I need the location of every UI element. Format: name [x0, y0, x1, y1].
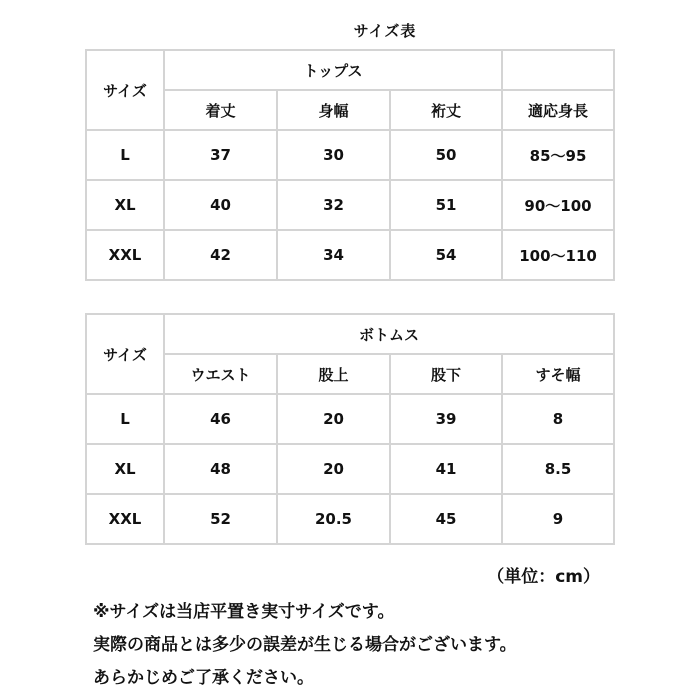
- size-cell: XL: [86, 180, 164, 230]
- note-line: ※サイズは当店平置き実寸サイズです。: [93, 602, 395, 622]
- value-cell: 37: [164, 130, 277, 180]
- bottoms-group-header: ボトムス: [164, 314, 614, 354]
- note-line: 実際の商品とは多少の誤差が生じる場合がございます。: [93, 635, 517, 655]
- size-cell: XL: [86, 444, 164, 494]
- column-header: 身幅: [277, 90, 390, 130]
- value-cell: 41: [390, 444, 502, 494]
- size-header: サイズ: [86, 314, 164, 394]
- value-cell: 20.5: [277, 494, 390, 544]
- note-line: あらかじめご了承ください。: [93, 668, 314, 688]
- value-cell: 8.5: [502, 444, 614, 494]
- unit-label: （単位：cm）: [487, 567, 600, 587]
- value-cell: 52: [164, 494, 277, 544]
- value-cell: 50: [390, 130, 502, 180]
- column-header: すそ幅: [502, 354, 614, 394]
- value-cell: 9: [502, 494, 614, 544]
- table-row: [86, 444, 614, 494]
- column-header: 適応身長: [502, 90, 614, 130]
- size-header: サイズ: [86, 50, 164, 130]
- value-cell: 40: [164, 180, 277, 230]
- value-cell: 32: [277, 180, 390, 230]
- tops-size-table: [85, 49, 615, 281]
- table-row: [86, 180, 614, 230]
- size-cell: L: [86, 394, 164, 444]
- empty-header-cell: [502, 50, 614, 90]
- value-cell: 30: [277, 130, 390, 180]
- table-row: [86, 494, 614, 544]
- size-cell: XXL: [86, 494, 164, 544]
- value-cell: 34: [277, 230, 390, 280]
- value-cell: 54: [390, 230, 502, 280]
- column-header: 裄丈: [390, 90, 502, 130]
- value-cell: 46: [164, 394, 277, 444]
- value-cell: 48: [164, 444, 277, 494]
- value-cell: 45: [390, 494, 502, 544]
- value-cell: 8: [502, 394, 614, 444]
- value-cell: 51: [390, 180, 502, 230]
- tops-group-header: トップス: [164, 50, 502, 90]
- column-header: ウエスト: [164, 354, 277, 394]
- table-row: [86, 230, 614, 280]
- column-header: 股上: [277, 354, 390, 394]
- value-cell: 20: [277, 444, 390, 494]
- value-cell: 85～95: [502, 130, 614, 180]
- value-cell: 42: [164, 230, 277, 280]
- column-header: 着丈: [164, 90, 277, 130]
- size-cell: L: [86, 130, 164, 180]
- chart-title: サイズ表: [353, 22, 417, 40]
- size-cell: XXL: [86, 230, 164, 280]
- table-row: [86, 394, 614, 444]
- column-header: 股下: [390, 354, 502, 394]
- value-cell: 100～110: [502, 230, 614, 280]
- value-cell: 39: [390, 394, 502, 444]
- value-cell: 20: [277, 394, 390, 444]
- value-cell: 90～100: [502, 180, 614, 230]
- bottoms-size-table: [85, 313, 615, 545]
- table-row: [86, 130, 614, 180]
